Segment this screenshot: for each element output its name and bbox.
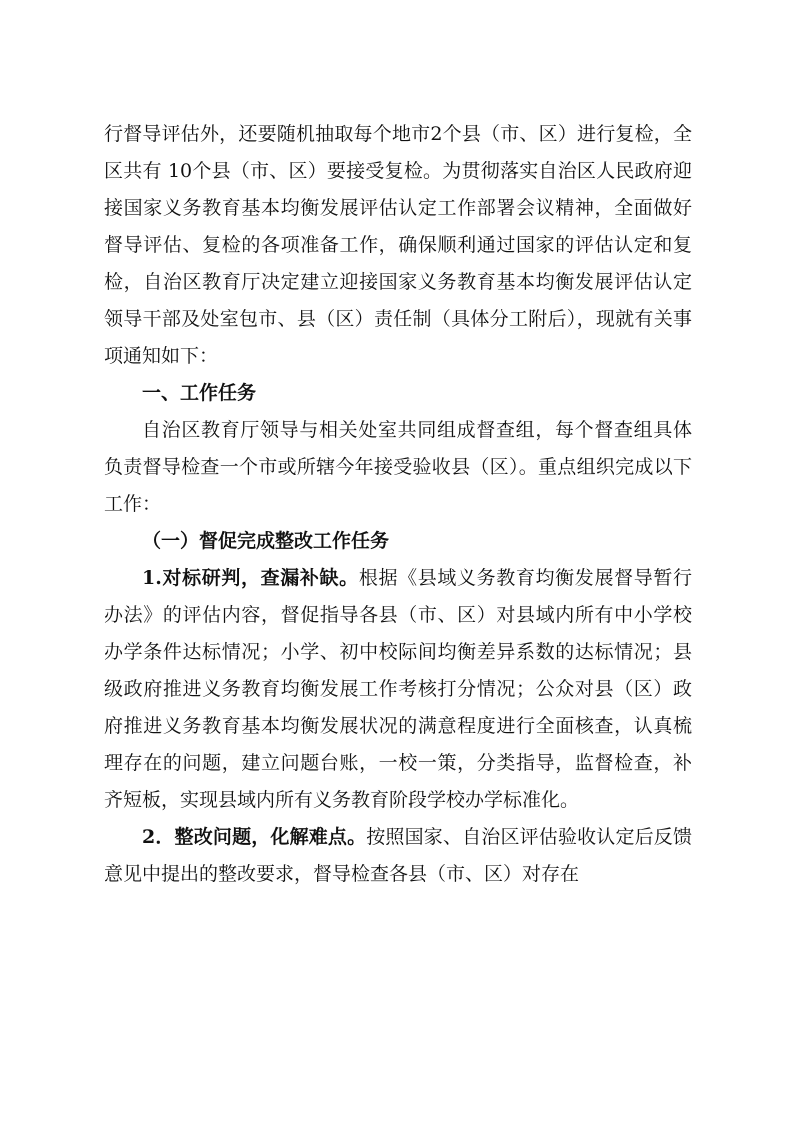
- item-2-lead: 2．整改问题，化解难点。: [142, 826, 367, 848]
- paragraph-item-2: [104, 819, 692, 893]
- paragraph-work-tasks: 自治区教育厅领导与相关处室共同组成督查组，每个督查组具体负责督导检查一个市或所辖今年接受验收县（区）。重点组织完成以下工作：: [104, 419, 692, 515]
- document-body: [104, 116, 692, 893]
- item-1-body: 根据《县域义务教育均衡发展督导暂行办法》的评估内容，督促指导各县（市、区）对县域内所有中小学校办学条件达标情况；小学、初中校际间均衡差异系数的达标情况；县级政府推进义务教育均衡发展工作考核打分情况；公众对县（区）政府推进义务教育基本均衡发展状况的满意程度进行全面核查，认真梳理存在的问题，建立问题台账，一校一策，分类指导，监督检查，补齐短板，实现县域内所有义务教育阶段学校办学标准化。: [104, 567, 692, 811]
- item-1-lead: 1.对标研判，查漏补缺。: [142, 567, 359, 589]
- subsection-heading-rectification: （一）督促完成整改工作任务: [142, 530, 390, 552]
- paragraph-intro: 行督导评估外，还要随机抽取每个地市2个县（市、区）进行复检，全区共有 10个县（市、区）要接受复检。为贯彻落实自治区人民政府迎接国家义务教育基本均衡发展评估认定工作部署会议精神，全面做好督导评估、复检的各项准备工作，确保顺利通过国家的评估认定和复检，自治区教育厅决定建立迎接国家义务教育基本均衡发展评估认定领导干部及处室包市、县（区）责任制（具体分工附后），现就有关事项通知如下：: [104, 123, 692, 367]
- paragraph-item-1: [104, 560, 692, 819]
- section-heading-work-tasks: 一、工作任务: [142, 382, 257, 404]
- item-2-body: 按照国家、自治区评估验收认定后反馈意见中提出的整改要求，督导检查各县（市、区）对存在: [104, 826, 692, 885]
